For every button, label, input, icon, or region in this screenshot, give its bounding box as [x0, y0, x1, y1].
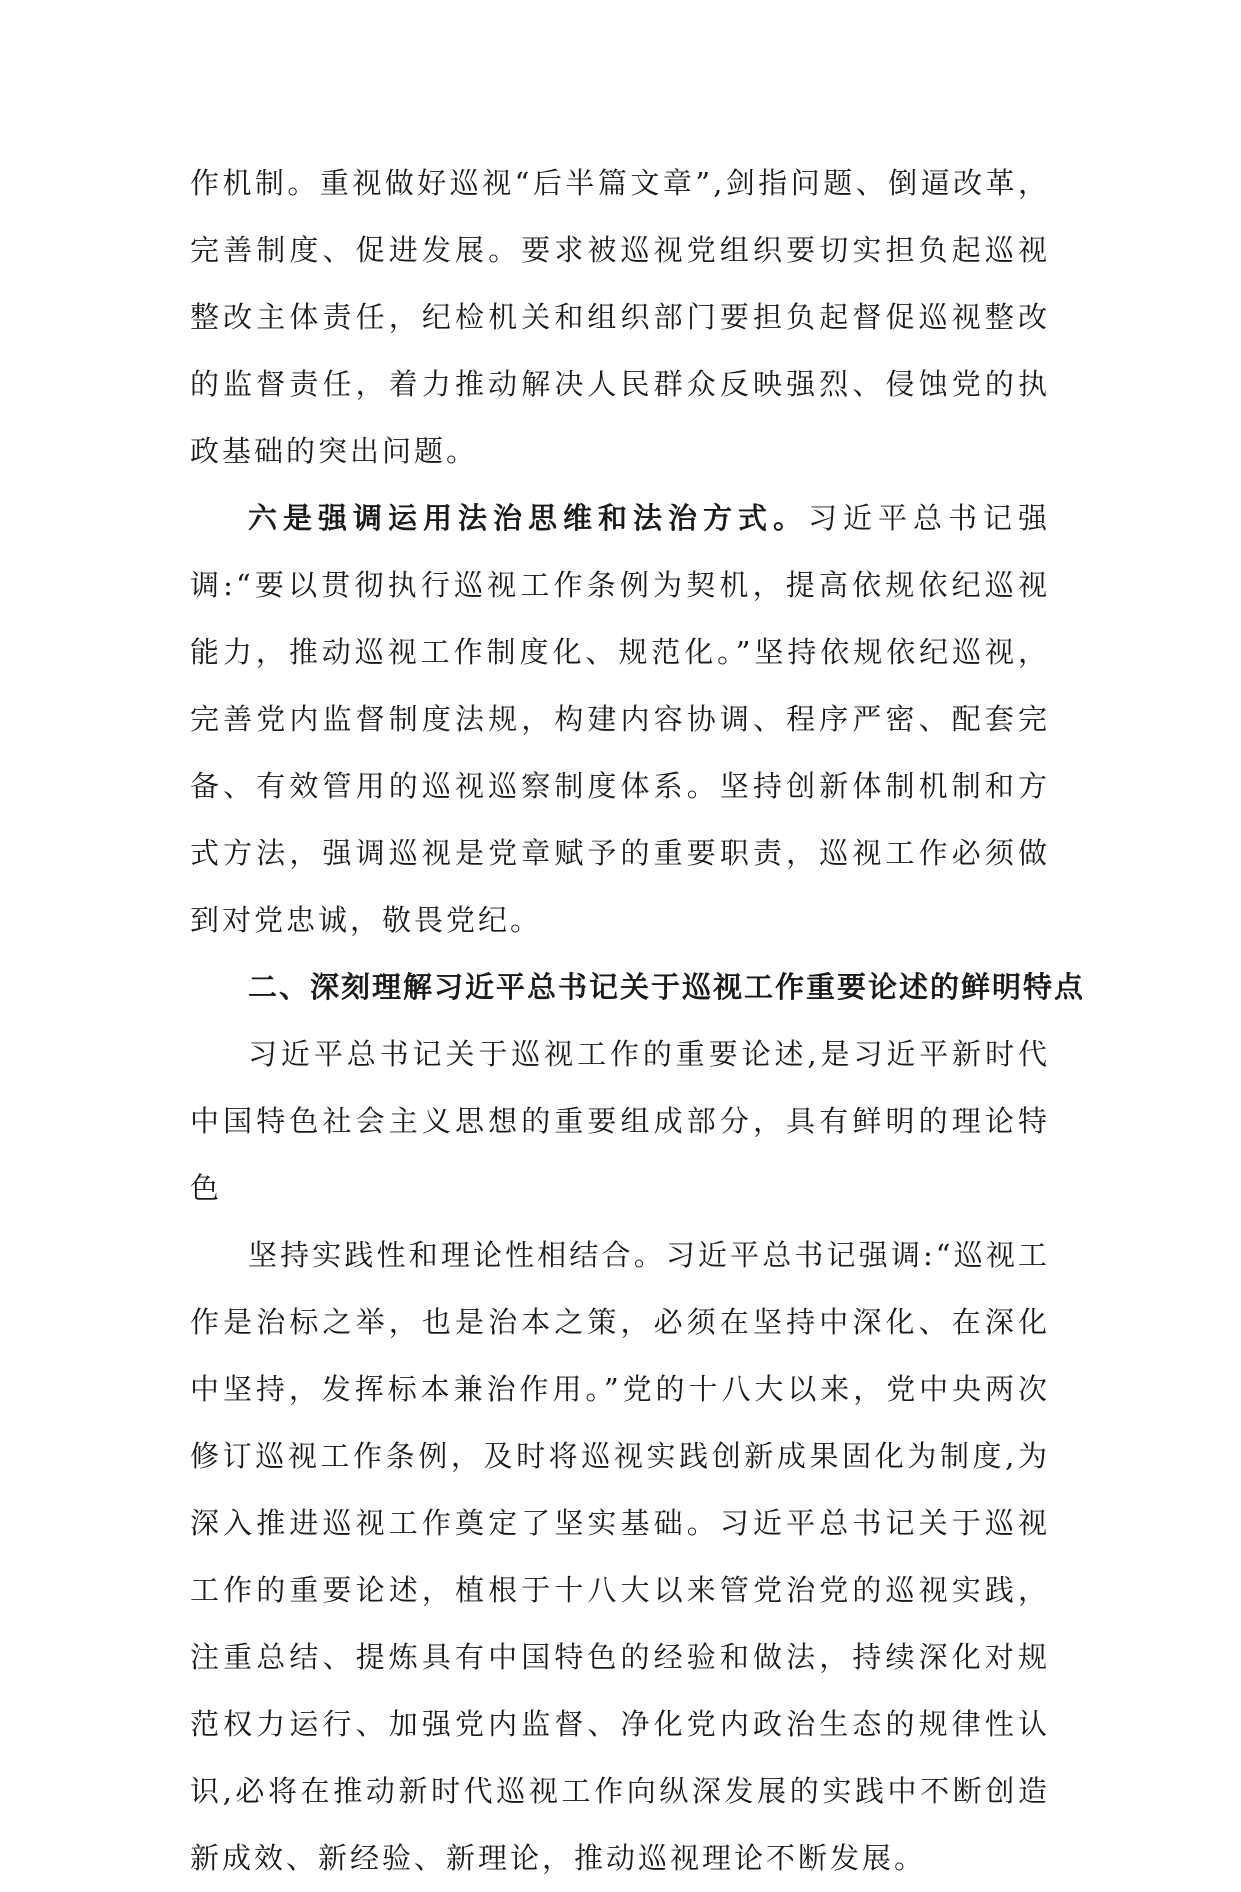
paragraph-continuation: 作机制。重视做好巡视“后半篇文章”,剑指问题、倒逼改革，完善制度、促进发展。要求被巡视党组织要切实担负起巡视整改主体责任，纪检机关和组织部门要担负起督促巡视整改的监督责任，着力推动解决人民群众反映强烈、侵蚀党的执政基础的突出问题。	[190, 166, 1050, 468]
paragraph-lead-bold: 六是强调运用法治思维和法治方式。	[248, 501, 808, 535]
paragraph-practice-theory: 坚持实践性和理论性相结合。习近平总书记强调:“巡视工作是治标之举，也是治本之策，必须在坚持中深化、在深化中坚持，发挥标本兼治作用。”党的十八大以来，党中央两次修订巡视工作条例，及时将巡视实践创新成果固化为制度,为深入推进巡视工作奠定了坚实基础。习近平总书记关于巡视工作的重要论述，植根于十八大以来管党治党的巡视实践，注重总结、提炼具有中国特色的经验和做法，持续深化对规范权力运行、加强党内监督、净化党内政治生态的规律性认识,必将在推动新时代巡视工作向纵深发展的实践中不断创造新成效、新经验、新理论，推动巡视理论不断发展。	[190, 1238, 1050, 1875]
section-heading: 二、深刻理解习近平总书记关于巡视工作重要论述的鲜明特点	[248, 970, 1086, 1004]
paragraph-intro: 习近平总书记关于巡视工作的重要论述,是习近平新时代中国特色社会主义思想的重要组成部分，具有鲜明的理论特色	[190, 1037, 1050, 1205]
document-body	[190, 150, 1086, 1892]
paragraph-rule-of-law	[190, 485, 1050, 954]
paragraph-body: 习近平总书记强调:“要以贯彻执行巡视工作条例为契机，提高依规依纪巡视能力，推动巡视工作制度化、规范化。”坚持依规依纪巡视，完善党内监督制度法规，构建内容协调、程序严密、配套完备、有效管用的巡视巡察制度体系。坚持创新体制机制和方式方法，强调巡视是党章赋予的重要职责，巡视工作必须做到对党忠诚，敬畏党纪。	[190, 501, 1050, 937]
